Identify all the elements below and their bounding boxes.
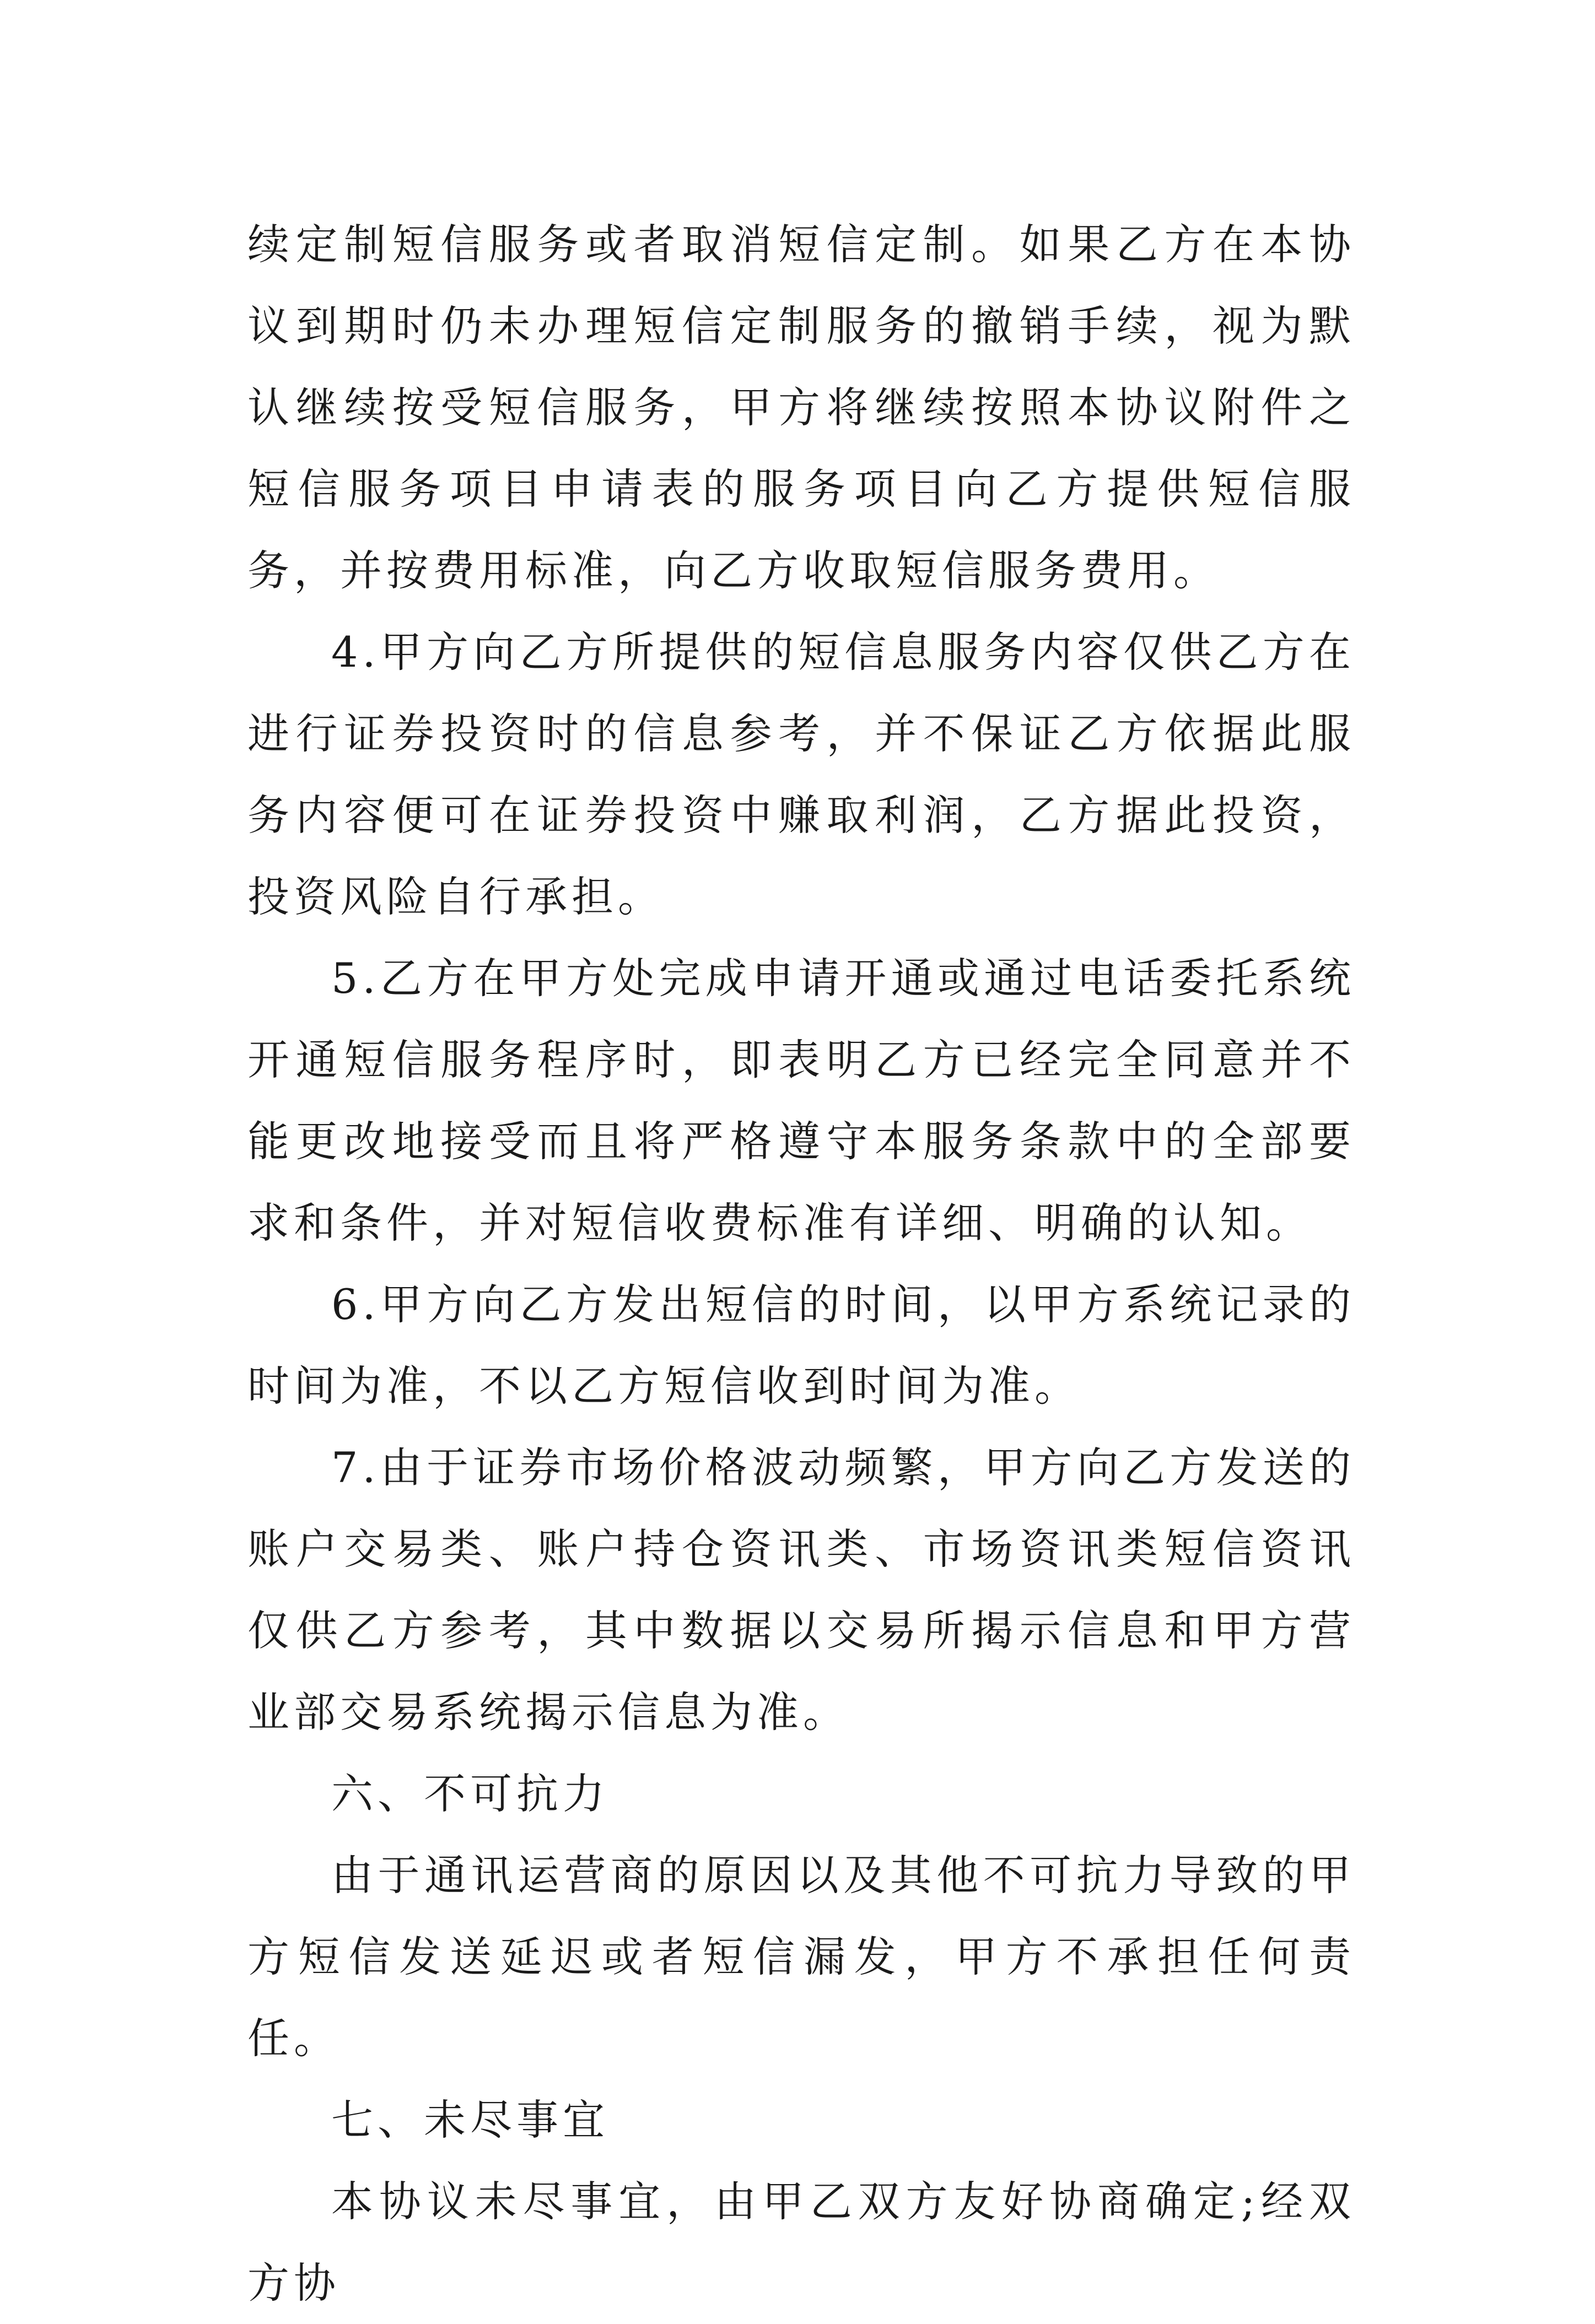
clause-5: 5.乙方在甲方处完成申请开通或通过电话委托系统开通短信服务程序时，即表明乙方已经完全同意并不能更改地接受而且将严格遵守本服务条款中的全部要求和条件，并对短信收费标准有详细、明确的认知。	[247, 954, 1355, 1247]
document-body	[247, 204, 1355, 2324]
section-text-other-matters: 本协议未尽事宜，由甲乙双方友好协商确定;经双方协	[247, 2177, 1355, 2307]
clause-6: 6.甲方向乙方发出短信的时间，以甲方系统记录的时间为准，不以乙方短信收到时间为准。	[247, 1280, 1355, 1410]
paragraph-continuation: 续定制短信服务或者取消短信定制。如果乙方在本协议到期时仍未办理短信定制服务的撤销手续，视为默认继续按受短信服务，甲方将继续按照本协议附件之短信服务项目申请表的服务项目向乙方提供短信服务，并按费用标准，向乙方收取短信服务费用。	[247, 220, 1355, 595]
section-text-force-majeure: 由于通讯运营商的原因以及其他不可抗力导致的甲方短信发送延迟或者短信漏发，甲方不承担任何责任。	[247, 1851, 1355, 2063]
clause-4: 4.甲方向乙方所提供的短信息服务内容仅供乙方在进行证券投资时的信息参考，并不保证乙方依据此服务内容便可在证券投资中赚取利润，乙方据此投资，投资风险自行承担。	[247, 628, 1355, 921]
section-heading-force-majeure: 六、不可抗力	[331, 1769, 609, 1818]
clause-7: 7.由于证券市场价格波动频繁，甲方向乙方发送的账户交易类、账户持仓资讯类、市场资讯类短信资讯仅供乙方参考，其中数据以交易所揭示信息和甲方营业部交易系统揭示信息为准。	[247, 1443, 1355, 1737]
section-heading-other-matters: 七、未尽事宜	[331, 2095, 609, 2144]
